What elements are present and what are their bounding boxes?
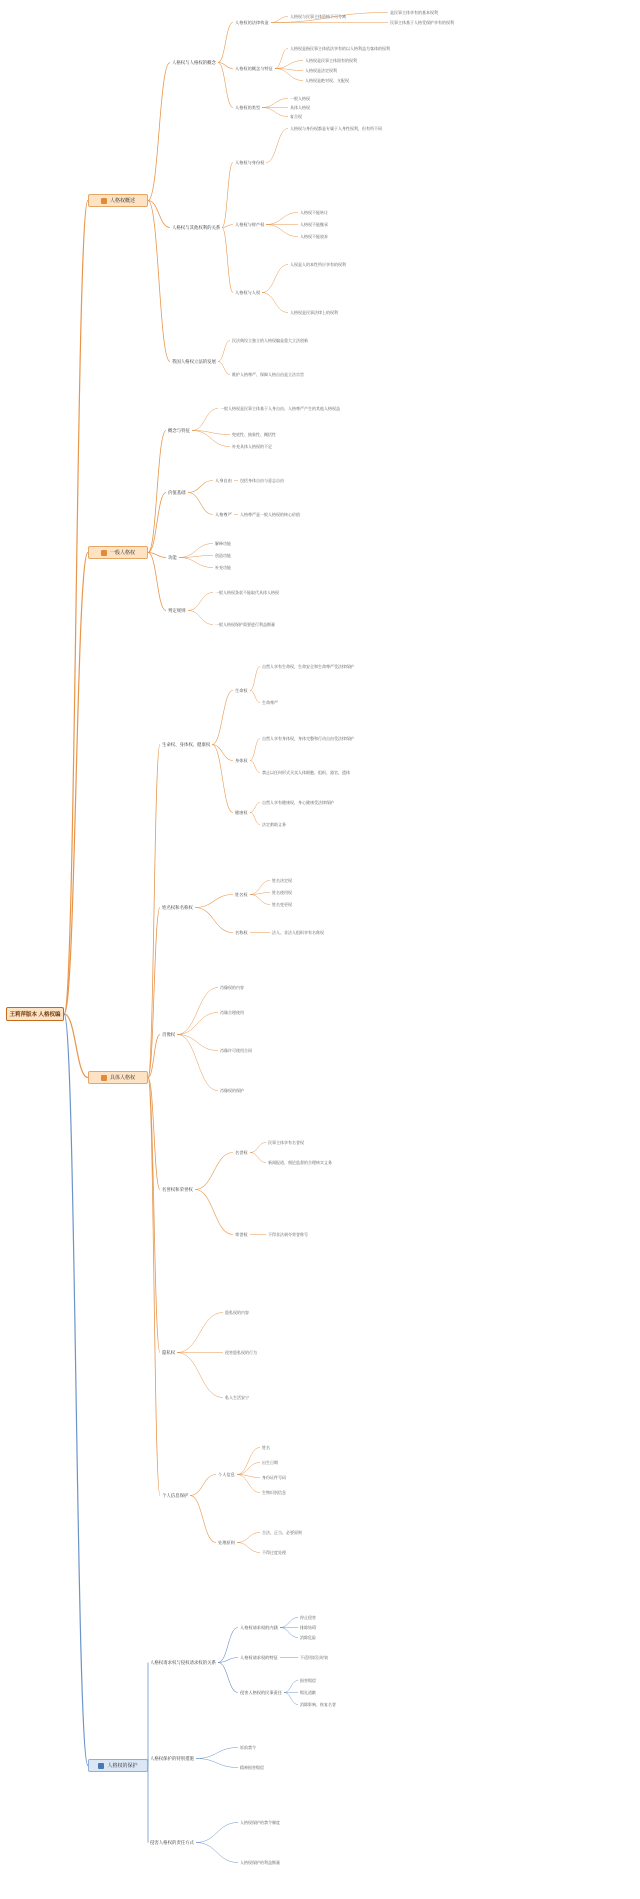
leaf-node: 复合权 (290, 114, 302, 119)
connector-line (148, 908, 160, 1078)
connector-line (177, 1313, 223, 1353)
leaf-node: 隐私权的内容 (225, 1310, 249, 1315)
topic-node: 我国人格权立法的发展 (172, 359, 216, 364)
section-node-general (88, 546, 148, 559)
connector-line (262, 99, 288, 108)
leaf-node: 消除影响、恢复名誉 (300, 1702, 336, 1707)
connector-line (64, 1014, 88, 1766)
topic-node: 肖像权 (162, 1032, 176, 1037)
connector-line (250, 691, 260, 703)
leaf-node: 民法典设立独立的人格权编是重大立法创新 (232, 338, 308, 343)
connector-line (148, 745, 160, 1078)
topic-node: 判定规则 (168, 608, 186, 613)
connector-line (250, 813, 260, 825)
leaf-node: 姓名变更权 (272, 902, 292, 907)
leaf-node: 停止侵害 (300, 1615, 316, 1620)
connector-line (148, 201, 170, 228)
leaf-node: 消除危险 (300, 1635, 316, 1640)
subtopic-node: 人格权的概念与特征 (235, 66, 273, 71)
connector-line (284, 1681, 298, 1693)
connector-line (196, 1843, 238, 1863)
subtopic-node: 人格权的法律构造 (235, 20, 269, 25)
connector-line (218, 23, 233, 63)
section-node-specific (88, 1071, 148, 1084)
connector-line (148, 493, 166, 553)
subtopic-node: 人格权请求权的内涵 (240, 1625, 278, 1630)
leaf-node: 人权是人的本性所应享有的权利 (290, 262, 346, 267)
leaf-node: 补充具体人格权的不足 (232, 444, 272, 449)
connector-line (179, 556, 213, 558)
connector-line (188, 611, 213, 625)
section-icon (98, 1763, 104, 1769)
subtopic-node: 荣誉权 (235, 1232, 248, 1237)
subtopic-node: 身体权 (235, 758, 248, 763)
connector-line (196, 1759, 238, 1768)
connector-line (148, 553, 166, 611)
connector-line (266, 129, 288, 163)
connector-line (275, 49, 288, 69)
connector-line (148, 63, 170, 201)
leaf-node: 人格权与身份权都是专属于人身性权利，但有所不同 (290, 126, 382, 131)
connector-line (250, 667, 260, 691)
connector-line (250, 1143, 266, 1153)
connector-line (266, 225, 298, 237)
leaf-node: 解释功能 (215, 541, 231, 546)
leaf-node: 出生日期 (262, 1460, 278, 1465)
topic-node: 侵害人格权的责任方式 (150, 1840, 194, 1845)
leaf-node: 姓名使用权 (272, 890, 292, 895)
topic-node: 名誉权和荣誉权 (162, 1187, 193, 1192)
connector-line (280, 1618, 298, 1628)
subtopic-node: 生命权 (235, 688, 248, 693)
connector-line (266, 213, 298, 225)
topic-node: 人格权与其他权利的关系 (172, 225, 221, 230)
section-label: 人格权的保护 (107, 1763, 138, 1769)
leaf-node: 补充功能 (215, 565, 231, 570)
connector-line (195, 895, 233, 908)
connector-line (250, 893, 270, 895)
connector-line (218, 1658, 238, 1663)
topic-node: 人格权请求权与侵权请求权的关系 (150, 1660, 216, 1665)
subtopic-node: 人格权请求权的特征 (240, 1655, 278, 1660)
connector-line (188, 493, 213, 515)
connector-line (192, 409, 218, 431)
leaf-node: 一般人格权条款不能取代具体人格权 (215, 590, 279, 595)
connector-line (218, 63, 233, 108)
leaf-node: 一般人格权 (290, 96, 310, 101)
connector-line (237, 1533, 260, 1543)
connector-line (284, 1693, 298, 1705)
connector-line (262, 108, 288, 117)
leaf-node: 合法、正当、必要原则 (262, 1530, 302, 1535)
leaf-node: 肖像合理使用 (220, 1010, 244, 1015)
connector-line (262, 265, 288, 293)
connector-line (148, 431, 166, 553)
connector-line (195, 1190, 233, 1235)
connector-line (195, 908, 233, 933)
topic-node: 姓名权和名称权 (162, 905, 193, 910)
connector-line (237, 1543, 260, 1553)
section-label: 具体人格权 (109, 1075, 135, 1081)
leaf-node: 自然人享有生命权，生命安全和生命尊严受法律保护 (262, 664, 354, 669)
connector-line (177, 1353, 223, 1398)
connector-line (250, 739, 260, 761)
connector-line (177, 988, 218, 1035)
subtopic-node: 人格权与人权 (235, 290, 261, 295)
leaf-node: 一般人格权保护需要进行利益衡量 (215, 622, 275, 627)
leaf-node: 不适用诉讼时效 (300, 1655, 328, 1660)
connector-line (262, 293, 288, 313)
topic-node: 功能 (168, 555, 177, 560)
leaf-node: 人格权是民事主体固有的权利 (305, 58, 357, 63)
leaf-node: 人格权不能转让 (300, 210, 328, 215)
section-label: 一般人格权 (109, 550, 135, 556)
section-icon (101, 198, 107, 204)
leaf-node: 肖像权的保护 (220, 1088, 244, 1093)
leaf-node: 侵害隐私权的行为 (225, 1350, 257, 1355)
leaf-node: 民事主体享有名誉权 (268, 1140, 304, 1145)
leaf-node: 禁止以任何形式买卖人体细胞、组织、器官、遗体 (262, 770, 350, 775)
leaf-node: 人格权不能继承 (300, 222, 328, 227)
leaf-node: 人格权是民事法律上的权利 (290, 310, 338, 315)
leaf-node: 自然人享有健康权，身心健康受法律保护 (262, 800, 334, 805)
subtopic-node: 人格尊严 (215, 512, 232, 517)
leaf-node: 兜底性、抽象性、概括性 (232, 432, 276, 437)
leaf-node: 人格权保护的禁令制度 (240, 1820, 280, 1825)
leaf-node: 是民事主体享有的基本权利 (390, 10, 438, 15)
connector-line (222, 163, 233, 228)
leaf-node: 不得非法剥夺荣誉称号 (268, 1232, 308, 1237)
leaf-node: 肖像权的内容 (220, 985, 244, 990)
connector-line (250, 1153, 266, 1163)
subtopic-node: 处理原则 (218, 1540, 235, 1545)
leaf-node: 排除妨碍 (300, 1625, 316, 1630)
leaf-node: 人格权是绝对权、支配权 (305, 78, 349, 83)
connector-line (190, 1496, 216, 1543)
subtopic-node: 人格权与财产权 (235, 222, 265, 227)
leaf-node: 法定救助义务 (262, 822, 286, 827)
subtopic-node: 侵害人格权的民事责任 (240, 1690, 282, 1695)
leaf-node: 自然人享有身体权，身体完整和行动自由受法律保护 (262, 736, 354, 741)
subtopic-node: 名称权 (235, 930, 248, 935)
leaf-node: 肖像许可使用合同 (220, 1048, 252, 1053)
leaf-node: 人格权是法定权利 (305, 68, 337, 73)
leaf-node: 姓名决定权 (272, 878, 292, 883)
connector-line (218, 341, 230, 362)
leaf-node: 民事主体基于人格受保护享有的权利 (390, 20, 454, 25)
section-node-protection (88, 1759, 148, 1772)
leaf-node: 包括身体自由与意志自由 (240, 478, 284, 483)
leaf-node: 人格权不能放弃 (300, 234, 328, 239)
leaf-node: 法人、非法人组织享有名称权 (272, 930, 324, 935)
leaf-node: 身份证件号码 (262, 1475, 286, 1480)
topic-node: 价值基础 (168, 490, 186, 495)
connector-line (177, 1035, 218, 1091)
connector-line (280, 1628, 298, 1638)
subtopic-node: 人格权与身份权 (235, 160, 265, 165)
subtopic-node: 名誉权 (235, 1150, 248, 1155)
leaf-node: 新闻报道、舆论监督的合理核实义务 (268, 1160, 332, 1165)
connector-line (188, 593, 213, 611)
topic-node: 人格权保护的特别措施 (150, 1756, 194, 1761)
leaf-node: 人格权是指民事主体依法享有的以人格利益为客体的权利 (290, 46, 390, 51)
section-node-overview (88, 194, 148, 207)
connector-line (218, 362, 230, 375)
leaf-node: 赔礼道歉 (300, 1690, 316, 1695)
section-icon (101, 1075, 107, 1081)
connector-line (196, 1823, 238, 1843)
leaf-node: 不得过度处理 (262, 1550, 286, 1555)
leaf-node: 私人生活安宁 (225, 1395, 249, 1400)
subtopic-node: 人格权的类型 (235, 105, 261, 110)
connector-line (188, 481, 213, 493)
connector-line (64, 201, 88, 1015)
section-label: 人格权概述 (109, 198, 135, 204)
leaf-node: 一般人格权是民事主体基于人身自由、人格尊严产生的其他人格权益 (220, 406, 340, 411)
connector-line (250, 803, 260, 813)
subtopic-node: 人身自由 (215, 478, 232, 483)
leaf-node: 具体人格权 (290, 105, 310, 110)
leaf-node: 生物识别信息 (262, 1490, 286, 1495)
connector-line (177, 1035, 218, 1051)
leaf-node: 人格尊严是一般人格权的核心价值 (240, 512, 300, 517)
connector-line (196, 1748, 238, 1759)
leaf-node: 诉前禁令 (240, 1745, 256, 1750)
leaf-node: 创造功能 (215, 553, 231, 558)
connector-line (212, 745, 233, 813)
subtopic-node: 健康权 (235, 810, 248, 815)
connector-line (148, 201, 170, 362)
topic-node: 概念与特征 (168, 428, 190, 433)
connector-line (271, 17, 288, 23)
connector-line (195, 1153, 233, 1190)
leaf-node: 精神损害赔偿 (240, 1765, 264, 1770)
topic-node: 人格权与人格权的概念 (172, 60, 216, 65)
connector-line (237, 1463, 260, 1475)
connector-line (192, 431, 230, 447)
subtopic-node: 姓名权 (235, 892, 248, 897)
connector-line (218, 1663, 238, 1693)
connector-line (237, 1448, 260, 1475)
topic-node: 隐私权 (162, 1350, 176, 1355)
connector-line (179, 558, 213, 568)
connector-line (250, 761, 260, 773)
leaf-node: 人格权与民事主体资格不可分离 (290, 14, 346, 19)
connector-line (218, 1628, 238, 1663)
root-node: 王莉萍版本 人格权编 (6, 1007, 64, 1021)
connector-line (250, 895, 270, 905)
leaf-node: 维护人格尊严、保障人格自由是立法宗旨 (232, 372, 304, 377)
leaf-node: 损害赔偿 (300, 1678, 316, 1683)
topic-node: 个人信息保护 (162, 1493, 189, 1498)
section-icon (101, 550, 107, 556)
leaf-node: 人格权保护的利益衡量 (240, 1860, 280, 1865)
connector-line (212, 691, 233, 745)
topic-node: 生命权、身体权、健康权 (162, 742, 211, 747)
connector-line (218, 63, 233, 69)
connector-line (190, 1475, 216, 1496)
subtopic-node: 个人信息 (218, 1472, 235, 1477)
connector-line (177, 1013, 218, 1035)
leaf-node: 生命尊严 (262, 700, 278, 705)
connector-line (222, 228, 233, 293)
leaf-node: 姓名 (262, 1445, 270, 1450)
